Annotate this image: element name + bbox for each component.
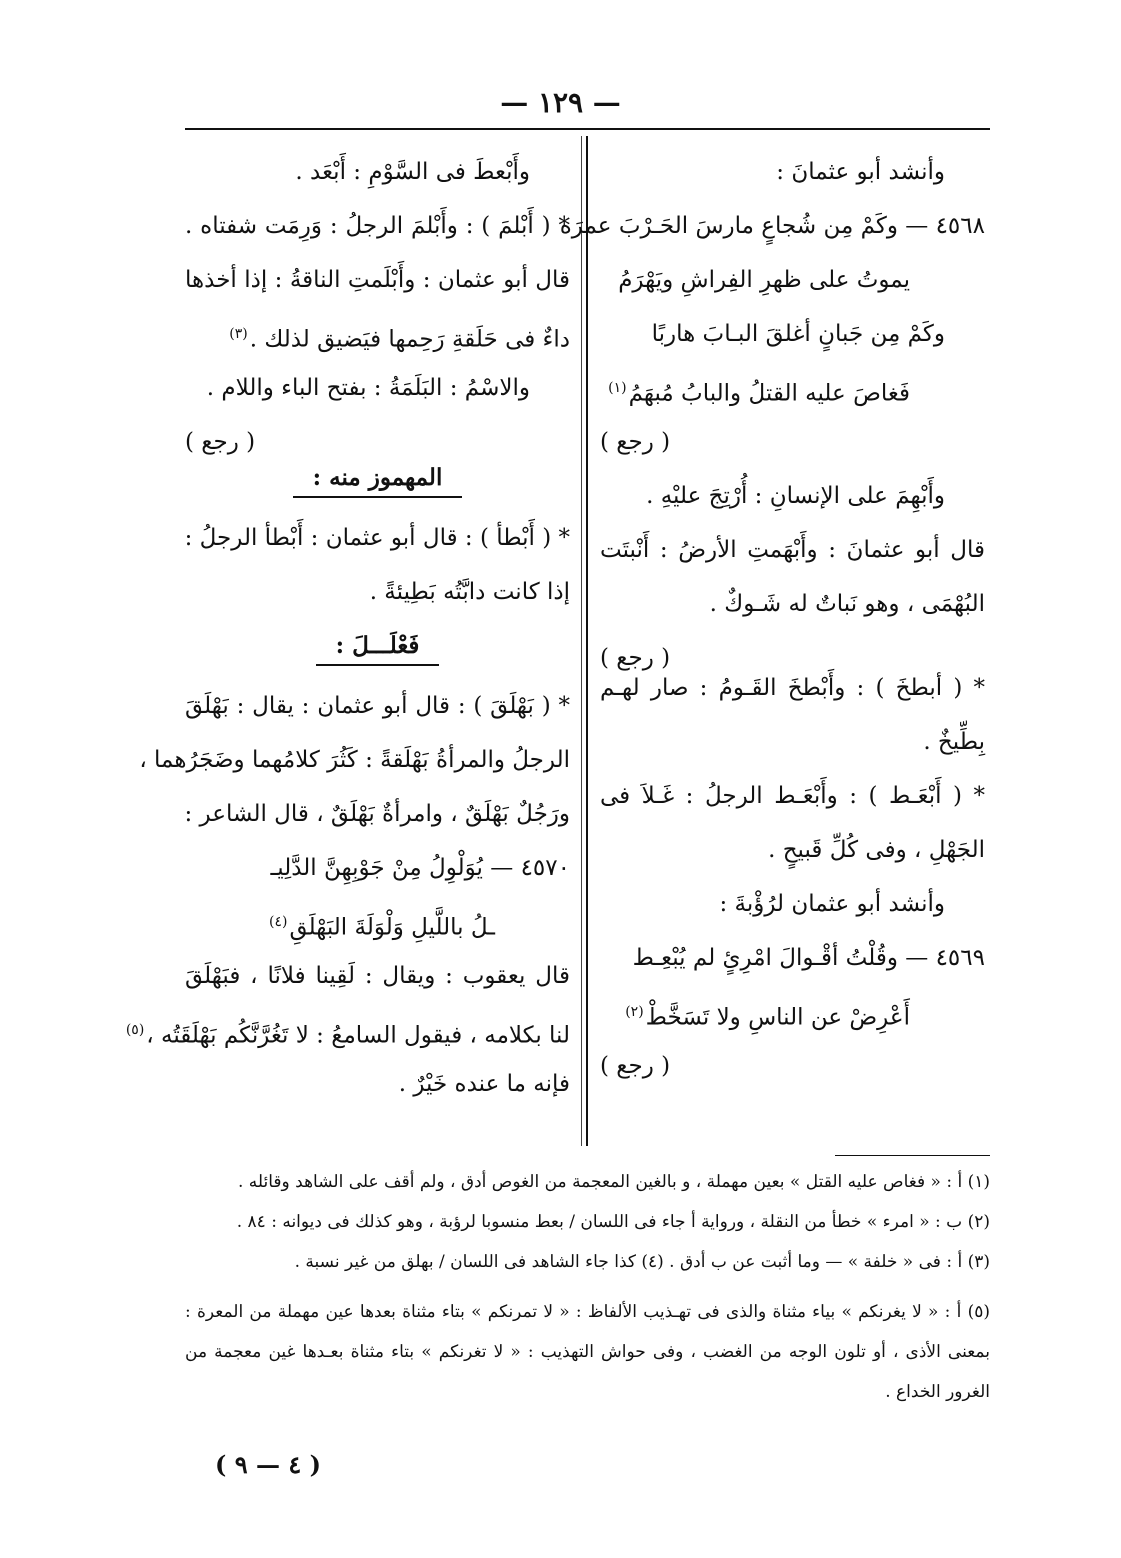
left-column-line xyxy=(185,694,570,748)
left-column-text: الرجلُ والمرأةُ بَهْلَقةً : كَثُرَ كلامُهما وضَجَرُهما ، xyxy=(139,747,570,773)
left-column-text: إذا كانت دابَّتُه بَطِيئةً . xyxy=(369,579,570,605)
left-column-text: * ( بَهْلَقَ ) : قال أبو عثمان : يقال : بَهْلَقَ xyxy=(185,693,570,719)
right-column-text: البُهْمَى ، وهو نَباتٌ له شَـوكٌ . xyxy=(709,591,985,617)
left-column-line xyxy=(185,376,570,430)
left-column-text: ورَجُلٌ بَهْلَقٌ ، وامرأةٌ بَهْلَقٌ ، قال الشاعر : xyxy=(184,801,570,827)
footnote: (٢) ب : « امرء » خطأ من النقلة ، ورواية أ جاء فى اللسان / بعط منسوبا لرؤبة ، وهو كذلك فى ديوانه : ٨٤ . xyxy=(236,1212,990,1232)
left-column-text: قال أبو عثمان : وأَبْلَمتِ الناقةُ : إذا أخذها xyxy=(185,267,570,293)
right-column-line xyxy=(600,946,985,1000)
left-column-text: ( رجع ) xyxy=(185,429,256,455)
footnote: (١) أ : « فغاص عليه القتل » بعين مهملة ، و بالغين المعجمة من الغوص أدق ، ولم أقف على الشاهد وقائله . xyxy=(237,1172,990,1192)
right-column-text: ٤٥٦٩ — وقُلْتُ أقْـوالَ امْرِئٍ لم يُبْعِـط xyxy=(632,945,985,971)
section-heading: المهموز منه : xyxy=(293,466,463,498)
right-column xyxy=(559,159,985,1084)
column-divider xyxy=(586,136,588,1146)
right-column-line xyxy=(600,322,985,376)
left-column-line xyxy=(185,430,570,466)
footnote-marker: (٥) xyxy=(125,1022,145,1038)
left-column-line xyxy=(185,802,570,856)
right-column-line xyxy=(600,430,985,484)
left-column-text: * ( أَبْطأ ) : قال أبو عثمان : أَبْطأ الرجلُ : xyxy=(184,525,570,551)
right-column-line xyxy=(600,730,985,784)
right-column-line xyxy=(600,784,985,838)
left-column-line xyxy=(185,910,570,964)
right-column-line xyxy=(600,892,985,946)
page-number: — ١٢٩ — xyxy=(500,86,621,119)
right-column-line xyxy=(600,376,985,430)
right-column-text: وأَبْهِمَ على الإنسانِ : أُرْتِجَ عليْهِ . xyxy=(646,483,945,509)
right-column-line xyxy=(600,484,985,538)
right-column-text: وكَمْ مِن جَبانٍ أغلقَ البـابَ هاربًا xyxy=(651,321,945,347)
right-column-line xyxy=(600,592,985,646)
left-column-text: * ( أَبْلمَ ) : وأَبْلمَ الرجلُ : وَرِمَت شفتاه . xyxy=(185,213,570,239)
right-column-text: ٤٥٦٨ — وكَمْ مِن شُجاعٍ مارسَ الحَـرْبَ عمرَه xyxy=(559,213,985,239)
footnote-marker: (١) xyxy=(608,380,627,396)
left-column-line xyxy=(185,526,570,580)
right-column-text: قال أبو عثمانَ : وأَبْهَمتِ الأرضُ : أَنْبتَت xyxy=(600,537,985,563)
right-column-line xyxy=(600,1054,985,1084)
right-column-text: يموتُ على ظهرِ الفِراشِ ويَهْرَمُ xyxy=(618,267,910,293)
right-column-text: فَغاصَ عليه القتلُ والبابُ مُبهَمُ xyxy=(628,380,910,407)
right-column-text: وأنشد أبو عثمان لرُؤْبةَ : xyxy=(719,891,945,917)
right-column-line xyxy=(600,838,985,892)
right-column-line xyxy=(600,676,985,730)
left-column-text: قال يعقوب : ويقال : لَقِينا فلانًا ، فبَهْلَقَ xyxy=(185,963,570,989)
left-column xyxy=(125,159,570,1126)
left-column-line xyxy=(185,634,570,694)
left-column-line xyxy=(185,1072,570,1126)
right-column-line xyxy=(600,1000,985,1054)
right-column-line xyxy=(600,646,985,676)
footnote-marker: (٣) xyxy=(229,326,248,342)
right-column-text: * ( أَبْعَـط ) : وأَبْعَـط الرجلُ : غَـلاَ فى xyxy=(600,783,985,809)
footnote-marker: (٤) xyxy=(268,914,288,930)
right-column-line xyxy=(559,213,985,268)
right-column-text: الجَهْلِ ، وفى كُلِّ قَبيحٍ . xyxy=(768,837,985,863)
left-column-text: ـلُ باللَّيلِ وَلْوَلَةَ البَهْلَقِ xyxy=(289,914,495,941)
left-column-line xyxy=(125,1018,570,1072)
left-column-line xyxy=(185,160,570,214)
right-column-line xyxy=(600,538,985,592)
left-column-line xyxy=(185,964,570,1018)
right-column-text: ( رجع ) xyxy=(600,1053,671,1079)
right-column-text: ( رجع ) xyxy=(600,429,671,455)
left-column-line xyxy=(185,466,570,526)
right-column-line xyxy=(600,160,985,214)
left-column-line xyxy=(185,322,570,376)
right-column-line xyxy=(600,268,985,322)
left-column-line xyxy=(139,747,570,802)
footnote: (٥) أ : « لا يغرنكم » بياء مثناة والذى فى تهـذيب الألفاظ : « لا تمرنكم » بتاء مثناة بعدها عين مهملة من المعرة : بمعنى الأذى ، أو تلون الوجه من الغضب ، وفى حواش التهذيب : « لا تغرنكم » بتاء مثناة بعـدها غين معجمة من الغرور الخداع . xyxy=(185,1302,990,1402)
left-column-text: والاسْمُ : البَلَمَةُ : بفتح الباء واللام . xyxy=(206,375,530,401)
footnotes xyxy=(185,1172,990,1412)
left-column-text: فإنه ما عنده خَيْرٌ . xyxy=(398,1071,570,1097)
left-column-text: ٤٥٧٠ — يُوَلْوِلُ مِنْ جَوْبِهِنَّ الدَّلِيـ xyxy=(270,855,570,881)
right-column-text: * ( أبطخَ ) : وأَبْطخَ القَـومُ : صار لهـم xyxy=(600,675,985,701)
footnote-rule xyxy=(835,1155,990,1156)
left-column-text: وأَبْعطَ فى السَّوْمِ : أَبْعَد . xyxy=(295,159,530,185)
right-column-text: وأنشد أبو عثمانَ : xyxy=(776,159,945,185)
left-column-text: داءٌ فى حَلَقةِ رَحِمها فيَضيق لذلك . xyxy=(249,326,570,353)
right-column-text: ( رجع ) xyxy=(600,645,671,671)
footnote: (٣) أ : فى « خلفة » — وما أثبت عن ب أدق . (٤) كذا جاء الشاهد فى اللسان / بهلق من غير نسبة . xyxy=(294,1252,990,1272)
right-column-text: أَعْرِضْ عن الناسِ ولا تَسَخَّطْ xyxy=(645,1004,910,1031)
left-column-line xyxy=(185,268,570,322)
column-divider-inner xyxy=(581,136,582,1146)
left-column-line xyxy=(185,580,570,634)
footnote-marker: (٢) xyxy=(625,1004,644,1020)
left-column-line xyxy=(185,856,570,910)
right-column-text: بِطِّيخٌ . xyxy=(923,729,985,755)
left-column-line xyxy=(185,214,570,268)
signature-mark: ( ٤ — ٩ ) xyxy=(215,1450,321,1479)
section-heading: فَعْلَـــلَ : xyxy=(316,634,440,666)
header-rule xyxy=(185,128,990,130)
left-column-text: لنا بكلامه ، فيقول السامعُ : لا تَغُرَّنَّكُم بَهْلَقَتُه ، xyxy=(146,1022,570,1049)
